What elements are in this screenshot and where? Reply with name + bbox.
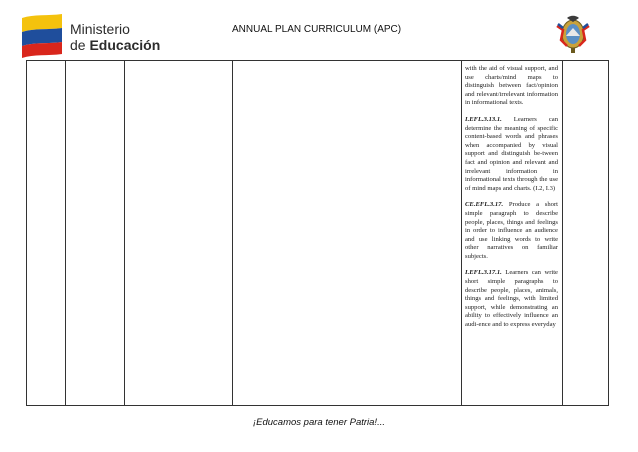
curriculum-table	[26, 60, 609, 406]
footer-slogan: ¡Educamos para tener Patria!...	[252, 417, 385, 428]
coat-of-arms-icon	[553, 14, 593, 54]
cell-paragraph: with the aid of visual support, and use charts/mind maps to distinguish between fact/opinion and relevant/irrelevant information in informational texts.	[465, 65, 558, 107]
flag-emblem-icon	[20, 12, 66, 58]
cell-paragraph: I.EFL.3.17.1. Learners can write short simple paragraphs to describe people, places, animals, things and feelings, with limited support, while demonstrating an ability to effectively influence an audi-ence and to express everyday	[465, 269, 558, 329]
cell-paragraph: I.EFL.3.13.1. Learners can determine the meaning of specific content-based words and phrases when accompanied by visual support and distinguish be-tween fact and opinion and relevant and irrelevant information in informational texts through the use of mind maps and charts. (I.2, I.3)	[465, 115, 558, 192]
document-title: ANNUAL PLAN CURRICULUM (APC)	[232, 24, 402, 35]
cell-paragraph: CE.EFL.3.17. Produce a short simple paragraph to describe people, places, things and feelings in order to influence an audience and use linking words to write other narratives on familiar subjects.	[465, 201, 558, 260]
column-divider	[124, 61, 125, 405]
column-divider	[461, 61, 462, 405]
ministerio-logo	[20, 12, 160, 60]
logo-ministry-text: Ministerio	[70, 21, 130, 37]
column-divider	[232, 61, 233, 405]
column-divider	[562, 61, 563, 405]
column-divider	[65, 61, 66, 405]
evaluation-criteria-cell	[465, 65, 558, 338]
logo-education-text: de Educación	[70, 37, 161, 53]
